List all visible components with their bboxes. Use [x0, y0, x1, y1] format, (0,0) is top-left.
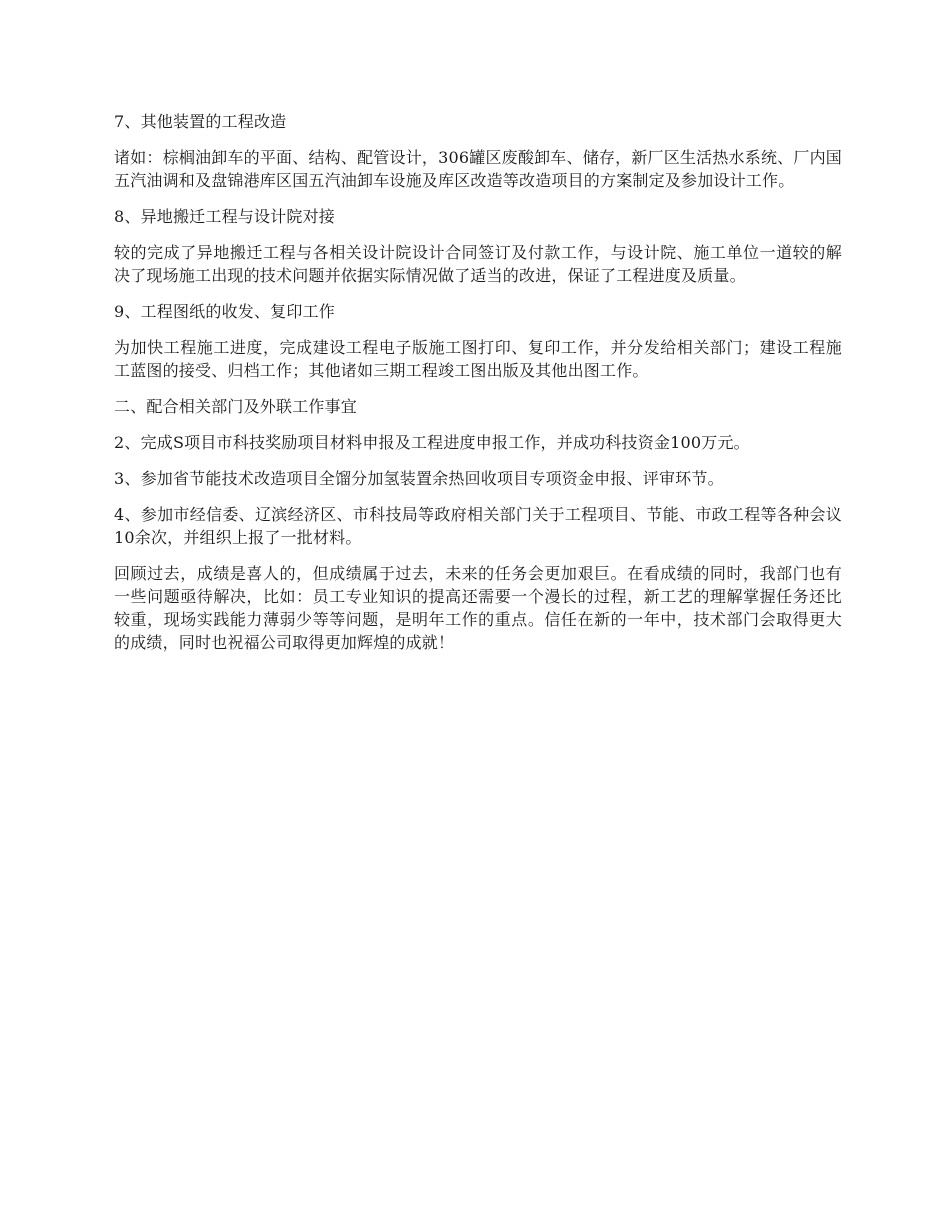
list-item-3: 3、参加省节能技术改造项目全馏分加氢装置余热回收项目专项资金申报、评审环节。: [114, 469, 724, 488]
section-heading-7: 7、其他装置的工程改造: [114, 112, 287, 131]
section-heading-8: 8、异地搬迁工程与设计院对接: [114, 207, 335, 226]
section-heading-9: 9、工程图纸的收发、复印工作: [114, 302, 335, 321]
document-page: [114, 110, 842, 667]
closing-paragraph: 回顾过去，成绩是喜人的，但成绩属于过去，未来的任务会更加艰巨。在看成绩的同时，我部门也有一些问题亟待解决，比如：员工专业知识的提高还需要一个漫长的过程，新工艺的理解掌握任务还比较重，现场实践能力薄弱少等等问题，是明年工作的重点。信任在新的一年中，技术部门会取得更大的成绩，同时也祝福公司取得更加辉煌的成就！: [114, 564, 842, 652]
paragraph-9-body: 为加快工程施工进度，完成建设工程电子版施工图打印、复印工作，并分发给相关部门；建设工程施工蓝图的接受、归档工作；其他诸如三期工程竣工图出版及其他出图工作。: [114, 338, 842, 380]
section-heading-2: 二、配合相关部门及外联工作事宜: [114, 397, 358, 416]
paragraph-8-body: 较的完成了异地搬迁工程与各相关设计院设计合同签订及付款工作，与设计院、施工单位一道较的解决了现场施工出现的技术问题并依据实际情况做了适当的改进，保证了工程进度及质量。: [114, 243, 842, 285]
list-item-4: 4、参加市经信委、辽滨经济区、市科技局等政府相关部门关于工程项目、节能、市政工程等各种会议10余次，并组织上报了一批材料。: [114, 505, 842, 547]
list-item-2: 2、完成S项目市科技奖励项目材料申报及工程进度申报工作，并成功科技资金100万元。: [114, 433, 750, 452]
paragraph-7-body: 诸如：棕榈油卸车的平面、结构、配管设计，306罐区废酸卸车、储存，新厂区生活热水系统、厂内国五汽油调和及盘锦港库区国五汽油卸车设施及库区改造等改造项目的方案制定及参加设计工作。: [114, 148, 842, 190]
